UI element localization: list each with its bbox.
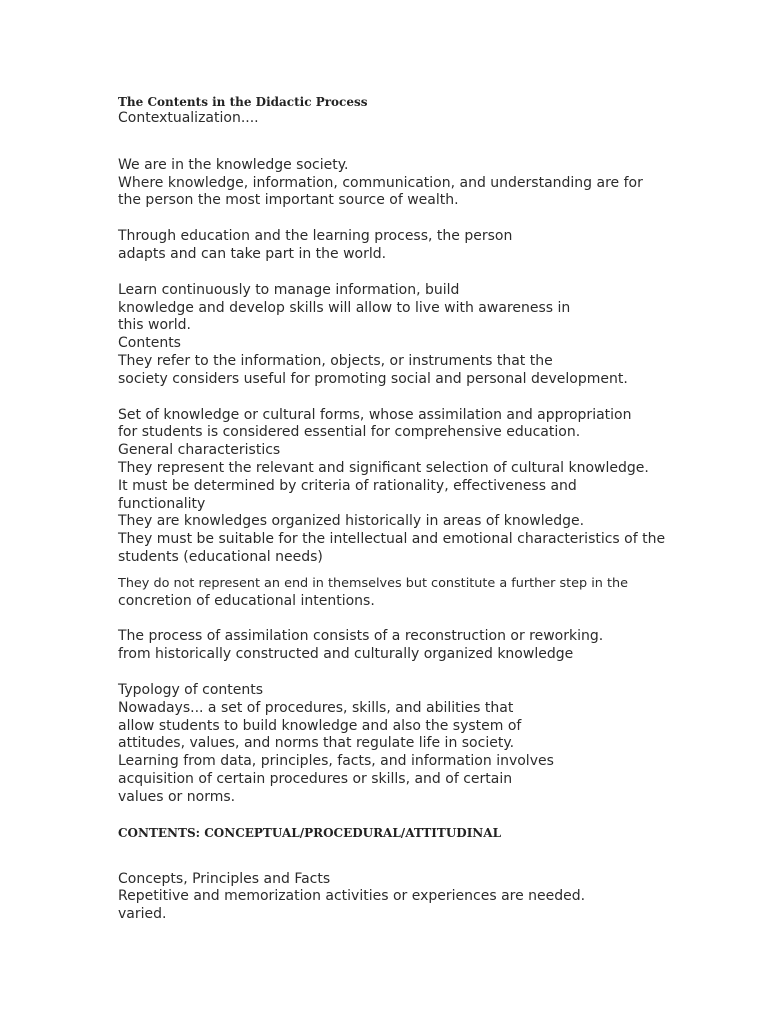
section-heading-general-characteristics: General characteristics — [118, 442, 281, 459]
text-line: Repetitive and memorization activities or experiences are needed. — [118, 888, 586, 905]
section-heading-concepts: Concepts, Principles and Facts — [118, 870, 331, 887]
text-line: adapts and can take part in the world. — [118, 245, 387, 262]
section-heading-typology: Typology of contents — [118, 681, 264, 698]
text-line: They represent the relevant and significant selection of cultural knowledge. — [118, 459, 649, 476]
text-line: allow students to build knowledge and also the system of — [118, 717, 522, 734]
text-line: Through education and the learning process, the person — [118, 228, 513, 245]
text-line: They are knowledges organized historically in areas of knowledge. — [118, 513, 585, 530]
document-body — [118, 94, 678, 924]
text-line: for students is considered essential for comprehensive education. — [118, 424, 581, 441]
text-line: acquisition of certain procedures or skills, and of certain — [118, 770, 513, 787]
text-line: Where knowledge, information, communication, and understanding are for — [118, 174, 643, 191]
text-line: functionality — [118, 495, 206, 512]
text-line: We are in the knowledge society. — [118, 156, 349, 173]
text-line: from historically constructed and culturally organized knowledge — [118, 646, 574, 663]
text-line: They must be suitable for the intellectual and emotional characteristics of the — [118, 531, 666, 548]
text-line: They do not represent an end in themselves but constitute a further step in the — [118, 575, 628, 591]
text-line: Learn continuously to manage information, build — [118, 281, 460, 298]
section-heading-contents: Contents — [118, 335, 181, 352]
text-line: Learning from data, principles, facts, and information involves — [118, 753, 554, 770]
text-line: Set of knowledge or cultural forms, whose assimilation and appropriation — [118, 406, 632, 423]
text-line: Nowadays... a set of procedures, skills, and abilities that — [118, 699, 514, 716]
text-line: They refer to the information, objects, or instruments that the — [118, 352, 553, 369]
text-line: this world. — [118, 317, 191, 334]
text-line: varied. — [118, 906, 167, 923]
text-line: It must be determined by criteria of rationality, effectiveness and — [118, 477, 577, 494]
text-line: Contextualization.... — [118, 110, 259, 126]
text-line: knowledge and develop skills will allow to live with awareness in — [118, 299, 571, 316]
text-line: the person the most important source of wealth. — [118, 192, 459, 209]
text-line: society considers useful for promoting social and personal development. — [118, 370, 628, 387]
text-line: concretion of educational intentions. — [118, 592, 375, 609]
text-line: values or norms. — [118, 788, 236, 805]
text-line: The process of assimilation consists of a reconstruction or reworking. — [118, 628, 604, 645]
section-heading-content-types: CONTENTS: CONCEPTUAL/PROCEDURAL/ATTITUDINAL — [118, 825, 502, 840]
text-line: students (educational needs) — [118, 548, 323, 565]
text-line: attitudes, values, and norms that regulate life in society. — [118, 735, 515, 752]
document-title: The Contents in the Didactic Process — [118, 95, 368, 109]
